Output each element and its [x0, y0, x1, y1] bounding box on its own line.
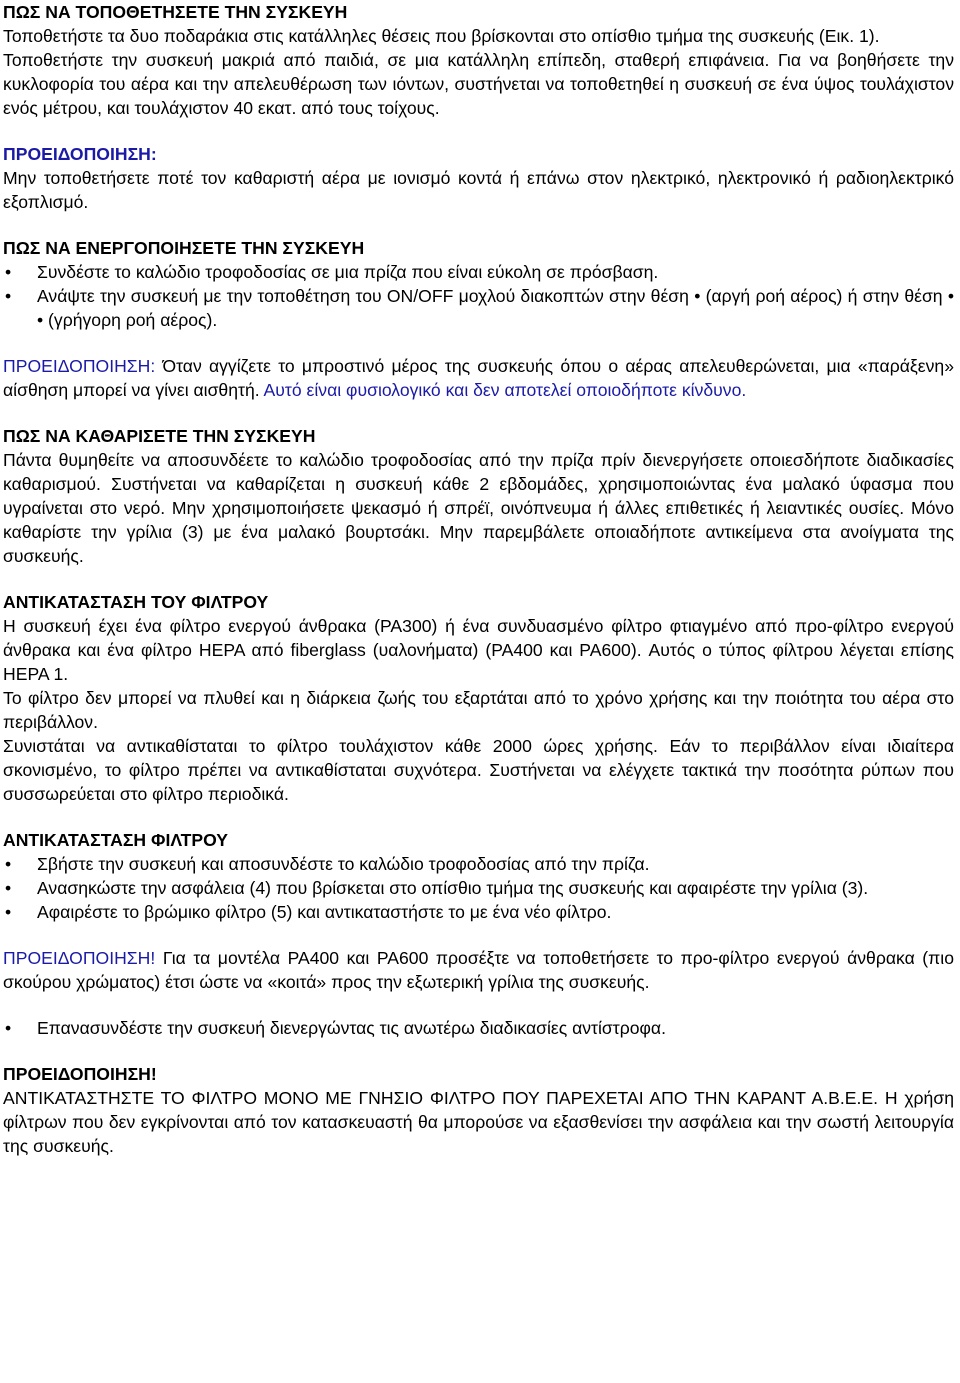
- bullet-icon: •: [5, 1018, 12, 1038]
- heading-filter-info: ΑΝΤΙΚΑΤΑΣΤΑΣΗ ΤΟΥ ΦΙΛΤΡΟΥ: [3, 592, 269, 612]
- cleaning-text-2: Συστήνεται να καθαρίζεται η συσκευή κάθε 2 εβδομάδες, χρησιμοποιώντας ένα μαλακό ύφασμα που υγραίνεται στο νερό.: [3, 474, 954, 518]
- section-reconnect: [3, 1016, 954, 1040]
- warning-sensation-a: Όταν αγγίζετε το μπροστινό μέρος της συσκευής όπου ο αέρας απελευθερώνεται, μια «παράξενη» αίσθηση μπορεί να γίνει αισθητή.: [3, 356, 954, 400]
- warning-sensation-b: Αυτό είναι φυσιολογικό και δεν αποτελεί οποιοδήποτε κίνδυνο.: [259, 380, 747, 400]
- placement-location-text: [3, 48, 954, 120]
- section-warning-sensation: [3, 354, 954, 402]
- heading-filter-replace: ΑΝΤΙΚΑΤΑΣΤΑΣΗ ΦΙΛΤΡΟΥ: [3, 830, 229, 850]
- list-item: [3, 876, 954, 900]
- warning-label: ΠΡΟΕΙΔΟΠΟΙΗΣΗ:: [3, 356, 156, 376]
- placement-location-b: Για να βοηθήσετε την κυκλοφορία του αέρα και την απελευθέρωση των ιόντων, συστήνεται να τοποθετηθεί η συσκευή σε ένα ύψος τουλάχιστον ενός μέτρου, και τουλάχιστον 40 εκατ. από τους τοίχους.: [3, 50, 954, 118]
- warning-genuine-text: ΑΝΤΙΚΑΤΑΣΤΗΣΤΕ ΤΟ ΦΙΛΤΡΟ ΜΟΝΟ ΜΕ ΓΝΗΣΙΟ ΦΙΛΤΡΟ ΠΟΥ ΠΑΡΕΧΕΤΑΙ ΑΠΟ ΤΗΝ ΚΑΡΑΝΤ Α.Β.Ε.Ε. Η χρήση φίλτρων που δεν εγκρίνονται από τον κατασκευαστή θα μπορούσε να εξασθενίσει την ασφάλεια και την σωστή λειτουργία της συσκευής.: [3, 1088, 954, 1156]
- filter-life-text: Το φίλτρο δεν μπορεί να πλυθεί και η διάρκεια ζωής του εξαρτάται από το χρόνο χρήσης και την ποιότητα του αέρα στο περιβάλλον.: [3, 688, 954, 732]
- warning-label: ΠΡΟΕΙΔΟΠΟΙΗΣΗ!: [3, 948, 156, 968]
- warning-prefilter-body: Για τα μοντέλα PA400 και PA600 προσέξτε να τοποθετήσετε το προ-φίλτρο ενεργού άνθρακα (πιο σκούρου χρώματος) έτσι ώστε να «κοιτά» προς την εξωτερική γρίλια της συσκευής.: [3, 948, 954, 992]
- bullet-icon: •: [5, 286, 12, 306]
- section-warning-genuine: [3, 1062, 954, 1158]
- warning-heading: ΠΡΟΕΙΔΟΠΟΙΗΣΗ:: [3, 144, 157, 164]
- list-item-text: Ανασηκώστε την ασφάλεια (4) που βρίσκεται στο οπίσθιο τμήμα της συσκευής και αφαιρέστε την γρίλια (3).: [37, 878, 869, 898]
- section-cleaning: [3, 424, 954, 568]
- cleaning-text-4: Μόνο καθαρίστε την γρίλια (3) με ένα μαλακό βουρτσάκι.: [3, 498, 954, 542]
- section-warning-prefilter: [3, 946, 954, 994]
- heading-placement: ΠΩΣ ΝΑ ΤΟΠΟΘΕΤΗΣΕΤΕ ΤΗΝ ΣΥΣΚΕΥΗ: [3, 2, 348, 22]
- bullet-icon: •: [5, 878, 12, 898]
- section-filter-info: [3, 590, 954, 806]
- filter-replace-list: [3, 852, 954, 924]
- placement-location-a: Τοποθετήστε την συσκευή μακριά από παιδιά, σε μια κατάλληλη επίπεδη, σταθερή επιφάνεια.: [3, 50, 770, 70]
- cleaning-text-5: Μην παρεμβάλετε οποιαδήποτε αντικείμενα στα ανοίγματα της συσκευής.: [3, 522, 954, 566]
- bullet-icon: •: [5, 262, 12, 282]
- section-activation: [3, 236, 954, 332]
- activation-list: [3, 260, 954, 332]
- list-item-text: Συνδέστε το καλώδιο τροφοδοσίας σε μια πρίζα που είναι εύκολη σε πρόσβαση.: [37, 262, 659, 282]
- cleaning-text: [3, 448, 954, 568]
- list-item-text: Επανασυνδέστε την συσκευή διενεργώντας τις ανωτέρω διαδικασίες αντίστροφα.: [37, 1018, 666, 1038]
- filter-type-text: Η συσκευή έχει ένα φίλτρο ενεργού άνθρακα (PA300) ή ένα συνδυασμένο φίλτρο φτιαγμένο από προ-φίλτρο ενεργού άνθρακα και ένα φίλτρο HEPA από fiberglass (υαλονήματα) (PA400 και PA600). Αυτός ο τύπος φίλτρου λέγεται επίσης HEPA 1.: [3, 616, 954, 684]
- filter-interval-a: Συνιστάται να αντικαθίσταται το φίλτρο τουλάχιστον κάθε 2000 ώρες χρήσης.: [3, 736, 658, 756]
- bullet-icon: •: [5, 902, 12, 922]
- warning-sensation-text: [3, 354, 954, 402]
- placement-feet-text: Τοποθετήστε τα δυο ποδαράκια στις κατάλληλες θέσεις που βρίσκονται στο οπίσθιο τμήμα της συσκευής (Εικ. 1).: [3, 26, 880, 46]
- filter-interval-c: Συστήνεται να ελέγχετε τακτικά την ποσότητα ρύπων που συσσωρεύεται στο φίλτρο περιοδικά.: [3, 760, 954, 804]
- warning-prefilter-text: [3, 946, 954, 994]
- list-item: [3, 852, 954, 876]
- filter-interval-b: Εάν το περιβάλλον είναι ιδιαίτερα σκονισμένο, το φίλτρο πρέπει να αντικαθίσταται συχνότερα.: [3, 736, 954, 780]
- heading-activation: ΠΩΣ ΝΑ ΕΝΕΡΓΟΠΟΙΗΣΕΤΕ ΤΗΝ ΣΥΣΚΕΥΗ: [3, 238, 365, 258]
- bullet-icon: •: [5, 854, 12, 874]
- list-item: [3, 900, 954, 924]
- heading-cleaning: ΠΩΣ ΝΑ ΚΑΘΑΡΙΣΕΤΕ ΤΗΝ ΣΥΣΚΕΥΗ: [3, 426, 316, 446]
- section-warning-electronics: [3, 142, 954, 214]
- list-item: [3, 260, 954, 284]
- reconnect-list: [3, 1016, 954, 1040]
- warning-electronics-text: Μην τοποθετήσετε ποτέ τον καθαριστή αέρα με ιονισμό κοντά ή επάνω στον ηλεκτρικό, ηλεκτρονικό ή ραδιοηλεκτρικό εξοπλισμό.: [3, 168, 954, 212]
- section-placement: [3, 0, 954, 120]
- cleaning-text-1: Πάντα θυμηθείτε να αποσυνδέετε το καλώδιο τροφοδοσίας από την πρίζα πρίν διενεργήσετε οποιεσδήποτε διαδικασίες καθαρισμού.: [3, 450, 954, 494]
- list-item-text: Σβήστε την συσκευή και αποσυνδέστε το καλώδιο τροφοδοσίας από την πρίζα.: [37, 854, 650, 874]
- warning-genuine-heading: ΠΡΟΕΙΔΟΠΟΙΗΣΗ!: [3, 1064, 157, 1084]
- list-item-text: Αφαιρέστε το βρώμικο φίλτρο (5) και αντικαταστήστε το με ένα νέο φίλτρο.: [37, 902, 612, 922]
- list-item-text: Ανάψτε την συσκευή με την τοποθέτηση του ON/OFF μοχλού διακοπτών στην θέση • (αργή ροή αέρος) ή στην θέση • • (γρήγορη ροή αέρος).: [37, 286, 954, 330]
- list-item: [3, 284, 954, 332]
- section-filter-replace: [3, 828, 954, 924]
- cleaning-text-3: Μην χρησιμοποιήσετε ψεκασμό ή σπρέϊ, οινόπνευμα ή άλλες επιθετικές ή λειαντικές ουσίες.: [165, 498, 905, 518]
- list-item: [3, 1016, 954, 1040]
- filter-replace-interval-text: [3, 734, 954, 806]
